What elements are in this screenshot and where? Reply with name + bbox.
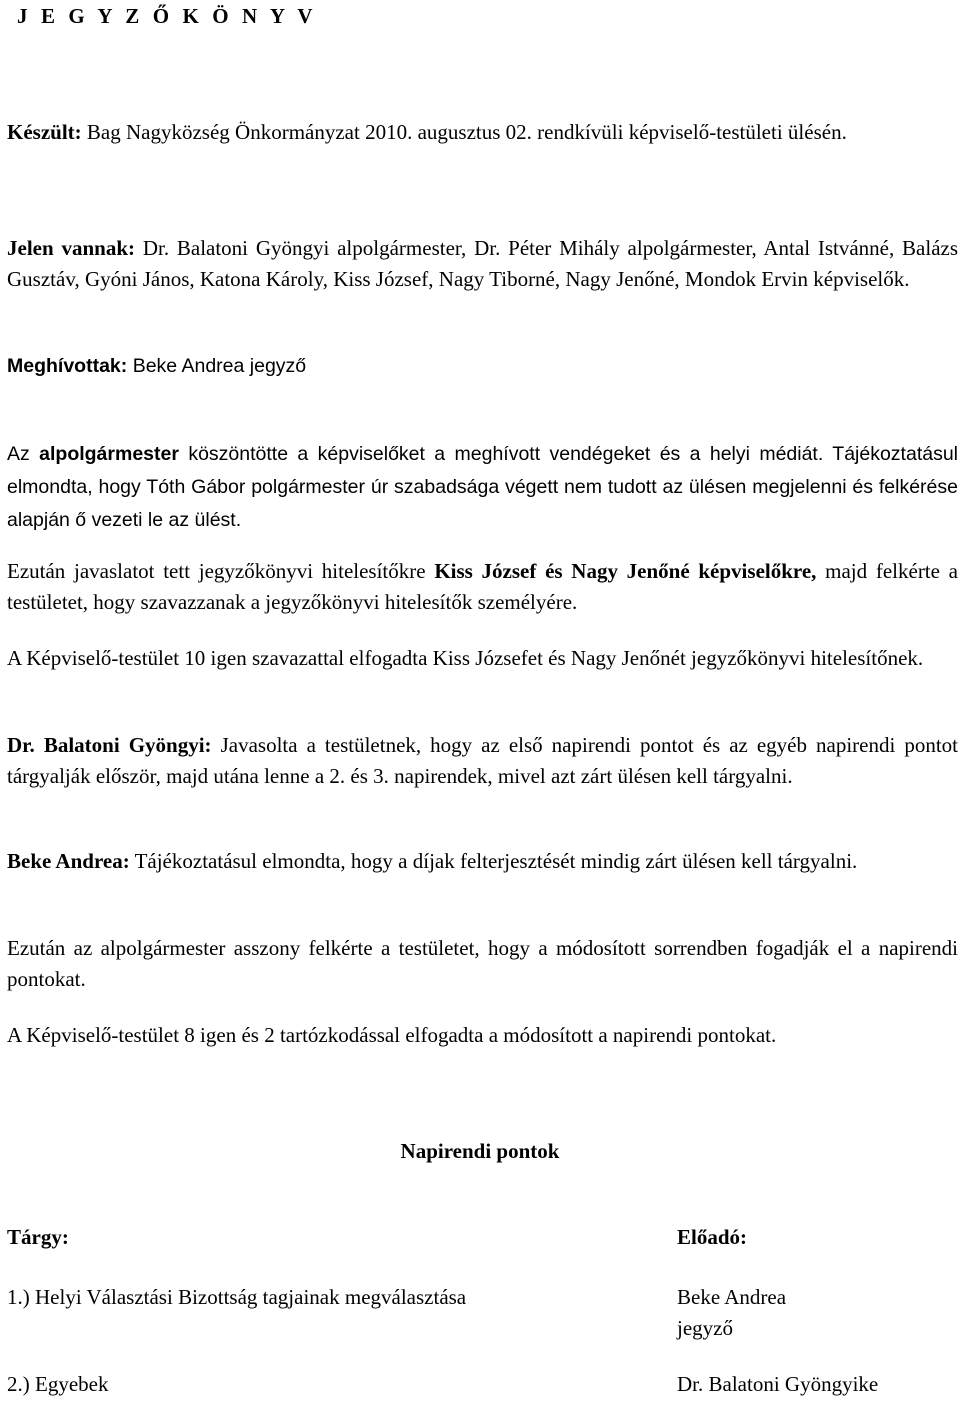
agenda-item-subject: 1.) Helyi Választási Bizottság tagjainak megválasztása: [7, 1285, 467, 1309]
attendees-label: Jelen vannak:: [7, 236, 135, 260]
invited-paragraph: [7, 351, 958, 382]
agenda-presenter-header: Előadó:: [677, 1225, 748, 1249]
keszult-label: Készült:: [7, 120, 82, 144]
authenticators-text-after: majd felkérte a testületet, hogy szavazzanak a jegyzőkönyvi hitelesítők személyére.: [7, 559, 959, 614]
agenda-item-presenter-role: jegyző: [677, 1316, 733, 1340]
vote-agenda-paragraph: A Képviselő-testület 8 igen és 2 tartózkodással elfogadta a módosított a napirendi pontokat.: [7, 1023, 777, 1047]
beke-paragraph: [7, 846, 958, 877]
balatoni-paragraph: [7, 730, 958, 792]
authenticators-paragraph: [7, 556, 958, 618]
opening-text-before: Az: [7, 443, 30, 465]
attendees-paragraph: [7, 233, 958, 295]
order-request-paragraph: Ezután az alpolgármester asszony felkérte a testületet, hogy a módosított sorrendben fogadják el a napirendi pontokat.: [7, 936, 958, 991]
attendees-text: Dr. Balatoni Gyöngyi alpolgármester, Dr. Péter Mihály alpolgármester, Antal Istvánné, Balázs Gusztáv, Gyóni János, Katona Károly, Kiss József, Nagy Tiborné, Nagy Jenőné, Mondok Ervin képviselők.: [7, 236, 959, 291]
authenticators-bold: Kiss József és Nagy Jenőné képviselőkre,: [434, 559, 817, 583]
keszult-text: Bag Nagyközség Önkormányzat 2010. augusztus 02. rendkívüli képviselő-testületi ülésén.: [86, 120, 847, 144]
balatoni-label: Dr. Balatoni Gyöngyi:: [7, 733, 212, 757]
vote-authenticators-paragraph: A Képviselő-testület 10 igen szavazattal elfogadta Kiss Józsefet és Nagy Jenőnét jegyzőkönyvi hitelesítőnek.: [7, 646, 924, 670]
invited-label: Meghívottak:: [7, 355, 128, 377]
opening-paragraph: [7, 438, 958, 537]
invited-text: Beke Andrea jegyző: [132, 355, 307, 377]
agenda-subject-header: Tárgy:: [7, 1225, 69, 1249]
agenda-item-subject: 2.) Egyebek: [7, 1372, 109, 1396]
keszult-paragraph: [7, 117, 958, 148]
authenticators-text-before: Ezután javaslatot tett jegyzőkönyvi hitelesítőkre: [7, 559, 426, 583]
agenda-item-presenter: Beke Andrea: [677, 1285, 787, 1309]
balatoni-text: Javasolta a testületnek, hogy az első napirendi pontot és az egyéb napirendi pontot tárgyalják először, majd utána lenne a 2. és 3. napirendek, mivel azt zárt ülésen kell tárgyalni.: [7, 733, 959, 788]
opening-bold: alpolgármester: [39, 443, 179, 465]
agenda-item-presenter: Dr. Balatoni Gyöngyike: [677, 1372, 879, 1396]
beke-label: Beke Andrea:: [7, 849, 130, 873]
agenda-heading: Napirendi pontok: [400, 1139, 560, 1163]
beke-text: Tájékoztatásul elmondta, hogy a díjak felterjesztését mindig zárt ülésen kell tárgyalni.: [134, 849, 858, 873]
document-title: J E G Y Z Ő K Ö N Y V: [17, 4, 317, 28]
opening-text-after: köszöntötte a képviselőket a meghívott vendégeket és a helyi médiát. Tájékoztatásul elmondta, hogy Tóth Gábor polgármester úr szabadsága végett nem tudott az ülésen megjelenni és felkérése alapján ő vezeti le az ülést.: [7, 443, 959, 531]
